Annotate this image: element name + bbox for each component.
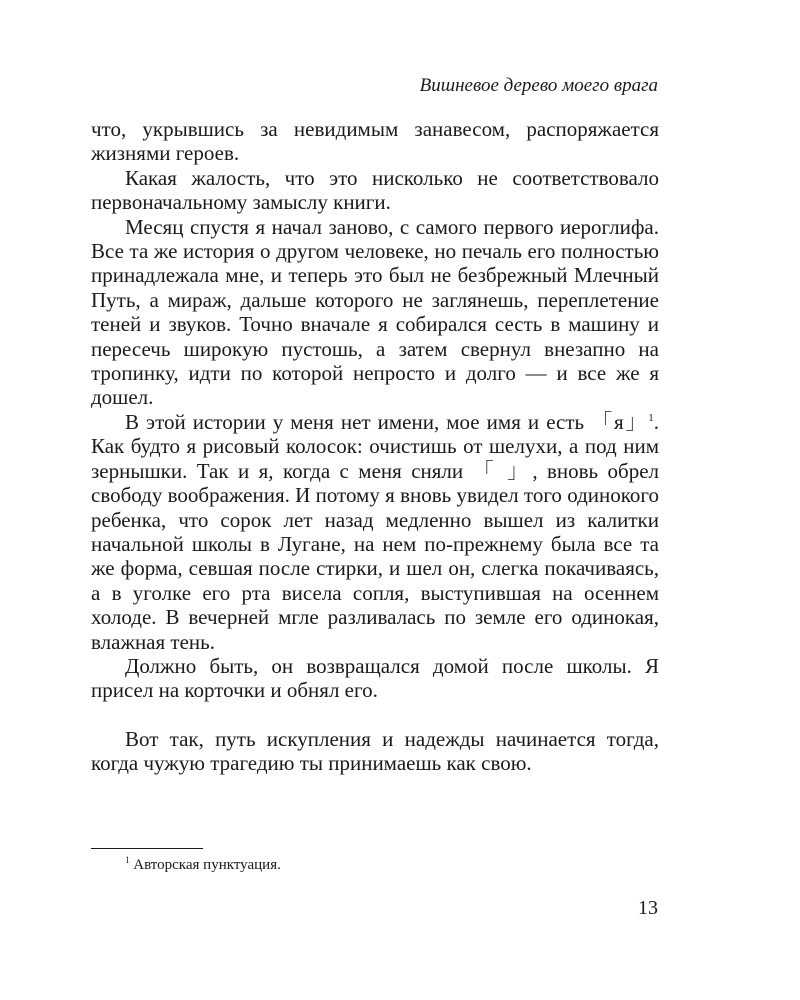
paragraph-2: Какая жалость, что это нисколько не соответствовало первоначальному замыслу книги. (91, 165, 659, 215)
footnote (125, 857, 281, 874)
name-in-brackets: 「я」 (591, 409, 649, 434)
paragraph-6: Вот так, путь искупления и надежды начинается тогда, когда чужую трагедию ты принимаешь как свою. (91, 726, 659, 776)
paragraph-4-part-a: В этой истории у меня нет имени, мое имя и есть (125, 409, 585, 434)
empty-brackets: 「 」 (472, 458, 533, 483)
footnote-marker: 1 (125, 855, 130, 865)
page-number: 13 (638, 897, 658, 919)
paragraph-4 (91, 410, 659, 654)
paragraph-5: Должно быть, он возвращался домой после школы. Я присел на корточки и обнял его. (91, 653, 659, 703)
paragraph-1: что, укрывшись за невидимым занавесом, распоряжается жизнями героев. (91, 117, 659, 166)
footnote-ref: 1 (648, 411, 654, 424)
footnote-text: Авторская пунктуация. (133, 857, 281, 873)
paragraph-4-part-b: . Как будто я рисовый колосок: очистишь от шелухи, а под ним зернышки. Так и я, когда с меня сняли (91, 409, 660, 483)
footnote-divider (91, 848, 203, 849)
paragraph-3: Месяц спустя я начал заново, с самого первого иероглифа. Все та же история о другом человеке, но печаль его полностью принадлежала мне, и теперь это был не безбрежный Млечный Путь, а мираж, дальше которого не заглянешь, переплетение теней и звуков. Точно вначале я собирался сесть в машину и пересечь широкую пустошь, а затем свернул внезапно на тропинку, идти по которой непросто и долго — и все же я дошел. (91, 214, 659, 410)
running-head: Вишневое дерево моего врага (419, 75, 658, 96)
paragraph-4-part-c: , вновь обрел свободу воображения. И потому я вновь увидел того одинокого ребенка, что сорок лет назад медленно вышел из калитки начальной школы в Лугане, на нем по-прежнему была все та же форма, севшая после стирки, и шел он, слегка покачиваясь, а в уголке его рта висела сопля, выступившая на осеннем холоде. В вечерней мгле разливалась по земле его одинокая, влажная тень. (91, 458, 660, 654)
body-text (91, 117, 659, 776)
